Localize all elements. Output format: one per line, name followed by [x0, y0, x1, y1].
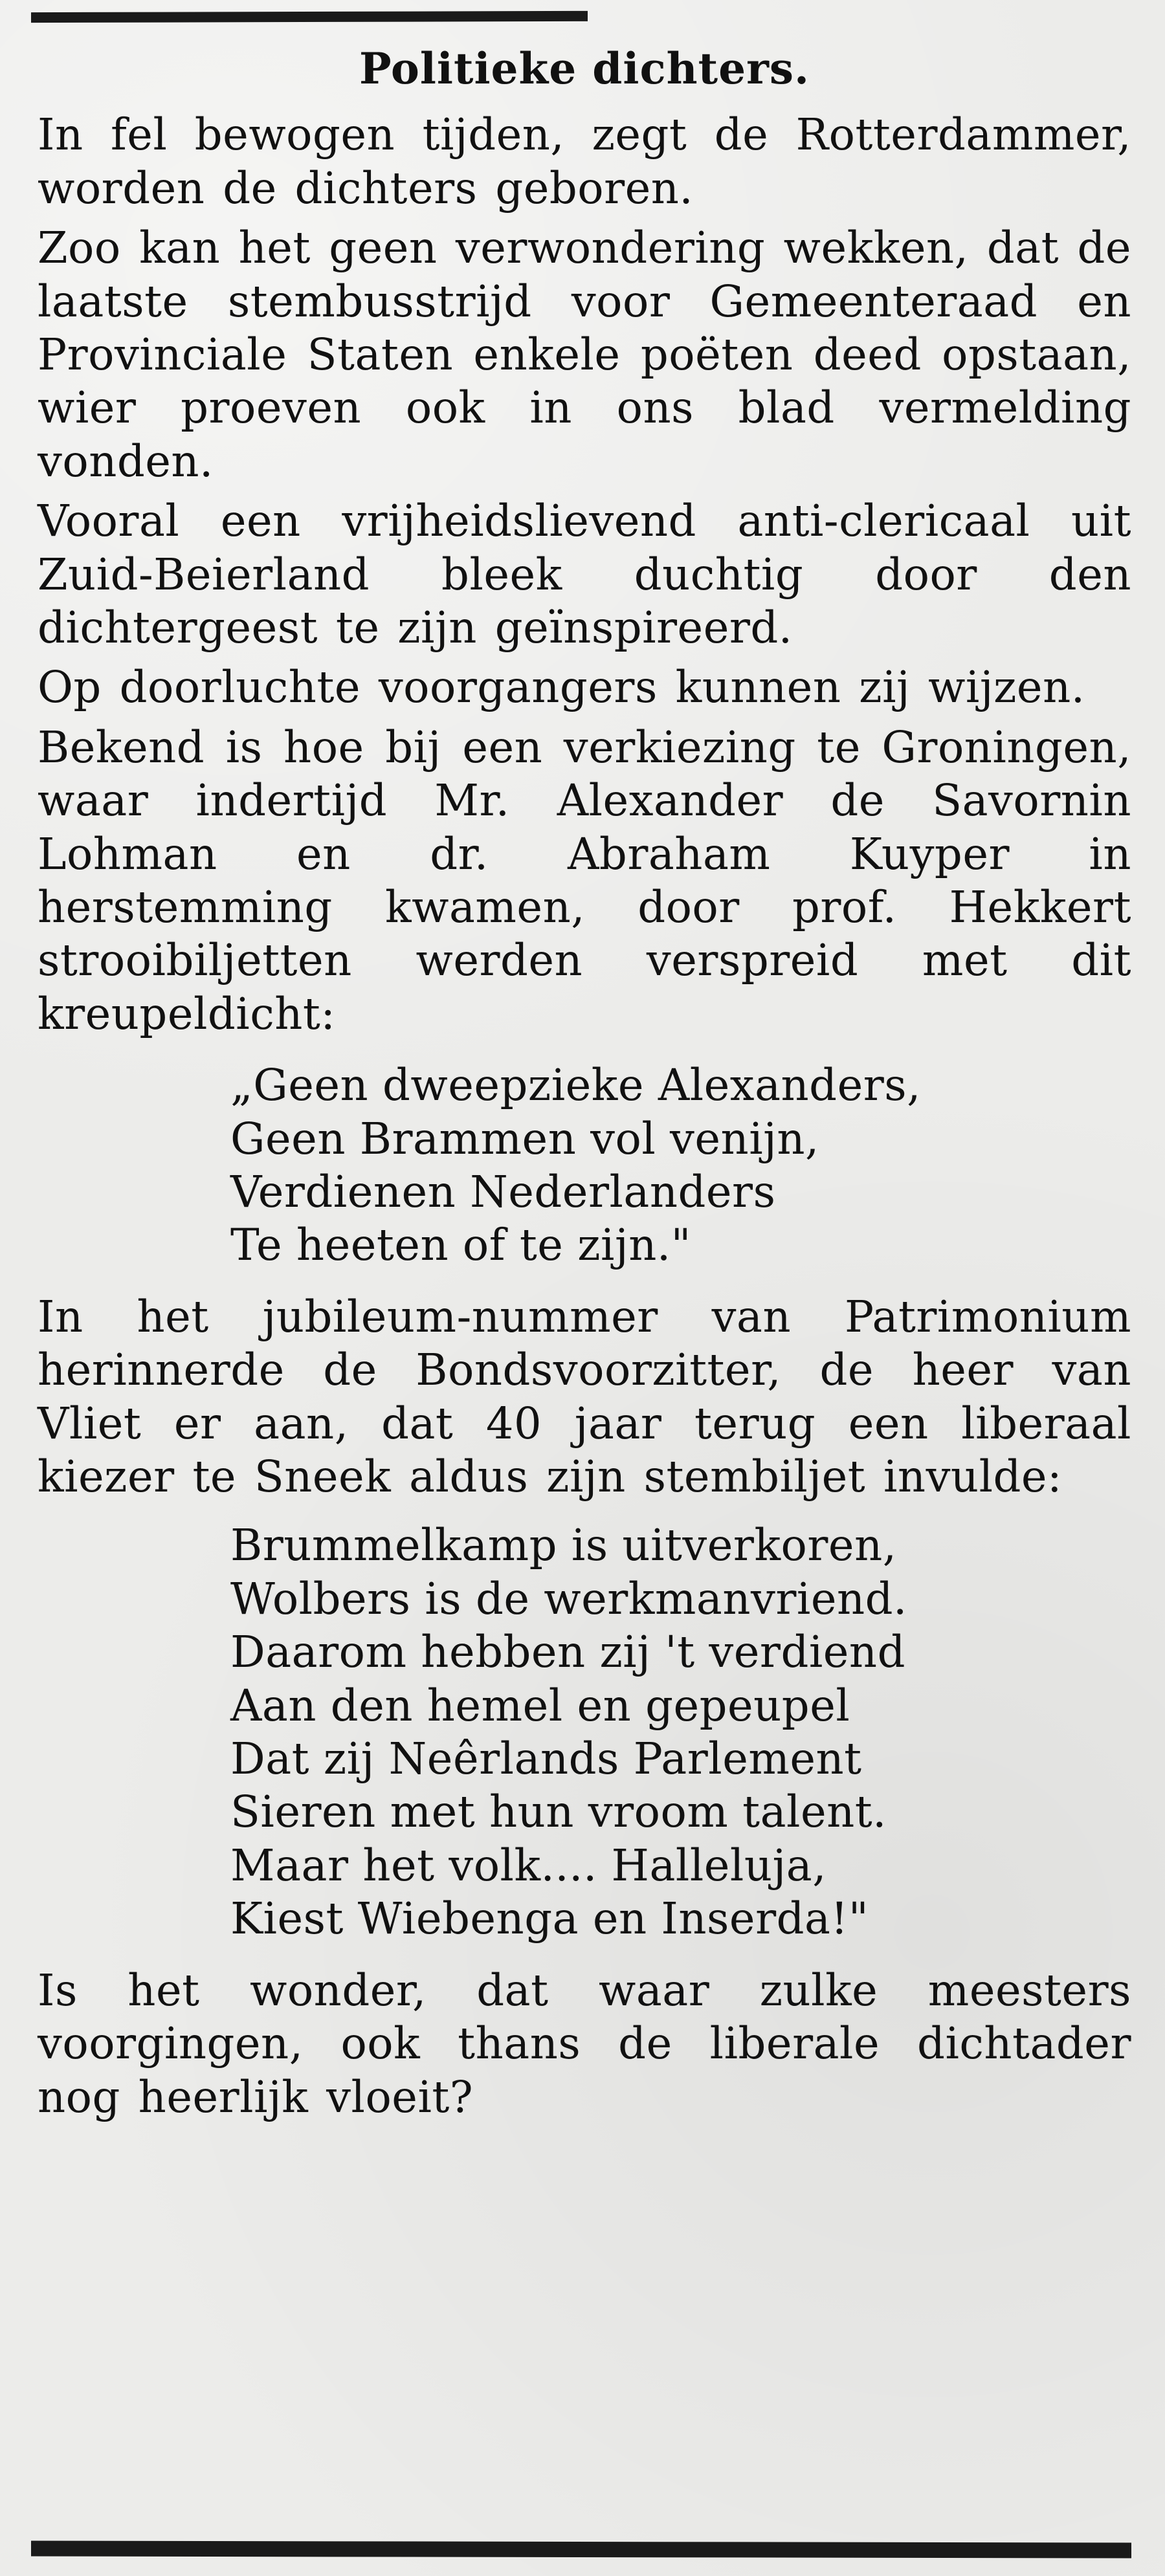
verse-two-line-6: Sieren met hun vroom talent. [230, 1787, 887, 1838]
paragraph-3: Vooral een vrijheidslievend anti-clericaal uit Zuid-Beierland bleek duchtig door den dichtergeest te zijn geïnspireerd. [38, 496, 1131, 653]
verse-two-line-7: Maar het volk.... Halleluja, [230, 1840, 827, 1891]
verse-two-line-2: Wolbers is de werkmanvriend. [230, 1573, 907, 1624]
paragraph-2: Zoo kan het geen verwondering wekken, dat de laatste stembusstrijd voor Gemeenteraad en Provinciale Staten enkele poëten deed opstaan, wier proeven ook in ons blad vermelding vonden. [38, 223, 1131, 487]
bottom-rule [31, 2541, 1131, 2559]
verse-two-line-8: Kiest Wiebenga en Inserda!" [230, 1893, 869, 1944]
verse-one-line-2: Geen Brammen vol venijn, [230, 1113, 819, 1164]
top-rule [31, 11, 588, 23]
verse-two-line-5: Dat zij Neêrlands Parlement [230, 1734, 862, 1785]
verse-two-line-3: Daarom hebben zij 't verdiend [230, 1627, 905, 1678]
article-column [38, 43, 1131, 2124]
verse-one-line-4: Te heeten of te zijn." [230, 1220, 691, 1271]
verse-two [230, 1519, 1131, 1945]
article-title: Politieke dichters. [359, 43, 810, 94]
paragraph-6: In het jubileum-nummer van Patrimonium herinnerde de Bondsvoorzitter, de heer van Vliet er aan, dat 40 jaar terug een liberaal kiezer te Sneek aldus zijn stembiljet invulde: [38, 1291, 1131, 1503]
verse-two-line-4: Aan den hemel en gepeupel [230, 1680, 850, 1731]
paragraph-1: In fel bewogen tijden, zegt de Rotterdammer, worden de dichters geboren. [38, 109, 1131, 214]
verse-one-line-1: „Geen dweepzieke Alexanders, [230, 1060, 921, 1111]
verse-one [230, 1059, 1131, 1272]
verse-two-line-1: Brummelkamp is uitverkoren, [230, 1520, 897, 1571]
paragraph-7: Is het wonder, dat waar zulke meesters voorgingen, ook thans de liberale dichtader nog heerlijk vloeit? [38, 1965, 1131, 2122]
verse-one-line-3: Verdienen Nederlanders [230, 1167, 776, 1218]
paragraph-4: Op doorluchte voorgangers kunnen zij wijzen. [38, 662, 1085, 713]
paragraph-5: Bekend is hoe bij een verkiezing te Groningen, waar indertijd Mr. Alexander de Savornin Lohman en dr. Abraham Kuyper in herstemming kwamen, door prof. Hekkert strooibiljetten werden verspreid met dit kreupeldicht: [38, 721, 1131, 1039]
